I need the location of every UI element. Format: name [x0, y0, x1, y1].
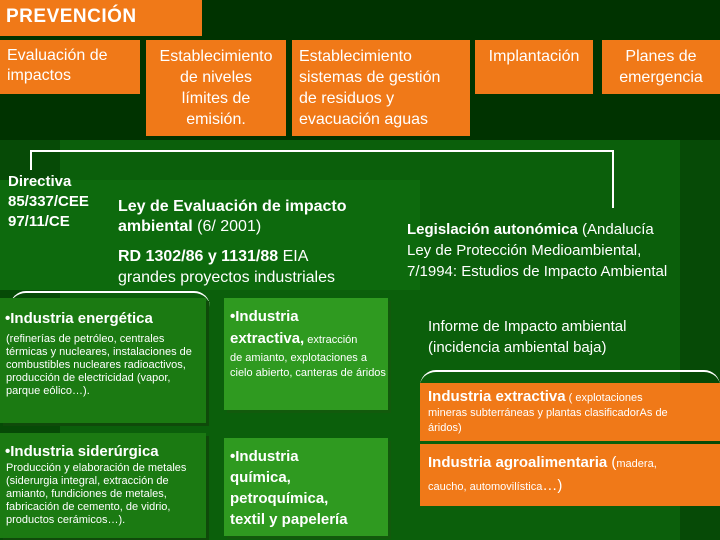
box-evaluacion-line: impactos — [7, 67, 72, 84]
autonomica-bold: Legislación autonómica — [407, 221, 578, 238]
box-agro — [420, 444, 720, 506]
title-box — [0, 0, 202, 36]
informe-line: (incidencia ambiental baja) — [428, 339, 607, 356]
autonomica-line2: Ley de Protección Medioambiental, — [407, 242, 642, 259]
extractiva-right-bold: Industria extractiva — [428, 388, 566, 405]
agro-paren: ( — [607, 454, 617, 471]
box-residuos-line: sistemas de gestión — [299, 69, 441, 86]
informe-text — [428, 316, 626, 358]
box-implantacion — [475, 40, 593, 94]
extractiva-right-line3: áridos) — [428, 422, 462, 434]
card-quimica-line: petroquímica, — [230, 490, 329, 507]
autonomica-text — [407, 219, 667, 282]
rd-bold: RD 1302/86 y 1131/88 — [118, 248, 279, 265]
box-emergencia — [602, 40, 720, 94]
directiva-line: 85/337/CEE — [8, 193, 89, 210]
ley-bold: Ley de Evaluación de impacto — [118, 198, 347, 215]
card-siderurgica — [0, 433, 206, 538]
box-extractiva-right — [420, 383, 720, 441]
card-energetica-title: •Industria energética — [5, 310, 153, 327]
box-emergencia-line: Planes de — [625, 48, 697, 65]
card-energetica-desc: (refinerías de petróleo, centrales térmicas y nucleares, instalaciones de combustibles nucleares radioactivos, producción de electricidad (vapor, parque eólico…). — [6, 333, 192, 397]
card-energetica — [0, 298, 206, 423]
box-niveles-line: límites de — [181, 90, 251, 107]
box-niveles — [146, 40, 286, 136]
agro-end: …) — [542, 477, 563, 494]
autonomica-line3: 7/1994: Estudios de Impacto Ambiental — [407, 263, 668, 280]
connector-left — [30, 150, 32, 170]
box-residuos-line: de residuos y — [299, 90, 395, 107]
box-evaluacion — [0, 40, 140, 94]
page-title: PREVENCIÓN — [6, 6, 137, 27]
card-extractiva-t2b: extracción — [304, 334, 358, 346]
box-niveles-line: de niveles — [179, 69, 253, 86]
box-residuos-line: evacuación aguas — [299, 111, 428, 128]
ley-bold-2: ambiental — [118, 218, 193, 235]
autonomica-paren: (Andalucía — [577, 221, 654, 238]
rd-line2: grandes proyectos industriales — [118, 269, 336, 286]
card-extractiva-t1: •Industria — [230, 308, 299, 325]
card-quimica-line: •Industria — [230, 448, 299, 465]
agro-bold: Industria agroalimentaria — [428, 454, 608, 471]
ley-text — [118, 197, 347, 237]
box-residuos-line: Establecimiento — [299, 48, 412, 65]
card-extractiva — [224, 298, 388, 410]
ley-year: (6/ 2001) — [192, 218, 262, 235]
connector-horizontal — [30, 150, 613, 152]
card-extractiva-t2: extractiva, — [230, 330, 305, 347]
connector-right — [612, 150, 614, 208]
extractiva-right-line2: mineras subterráneas y plantas clasificadorAs de — [428, 407, 668, 419]
box-implantacion-label: Implantación — [488, 48, 580, 65]
box-niveles-line: Establecimiento — [159, 48, 273, 65]
directiva-line: Directiva — [8, 173, 72, 190]
box-residuos — [292, 40, 470, 136]
box-evaluacion-line: Evaluación de — [7, 47, 108, 64]
agro-line2: caucho, automovilística — [428, 481, 543, 493]
card-siderurgica-desc: Producción y elaboración de metales (siderurgia integral, extracción de amianto, fundiciones de metales, fabricación de cemento, de vidrio, productos cerámicos…). — [6, 462, 187, 526]
extractiva-right-small: ( explotaciones — [565, 392, 643, 404]
card-siderurgica-title: •Industria siderúrgica — [5, 443, 159, 460]
card-quimica — [224, 438, 388, 536]
rd-text — [118, 246, 335, 288]
informe-line: Informe de Impacto ambiental — [428, 318, 627, 335]
box-niveles-line: emisión. — [186, 111, 246, 128]
agro-small: madera, — [616, 458, 657, 470]
card-extractiva-desc: de amianto, explotaciones a cielo abierto, canteras de áridos — [230, 352, 386, 379]
card-quimica-line: textil y papelería — [230, 511, 348, 528]
card-quimica-line: química, — [230, 469, 291, 486]
box-emergencia-line: emergencia — [619, 69, 703, 86]
rd-eia: EIA — [278, 248, 309, 265]
directiva-line: 97/11/CE — [8, 213, 70, 230]
